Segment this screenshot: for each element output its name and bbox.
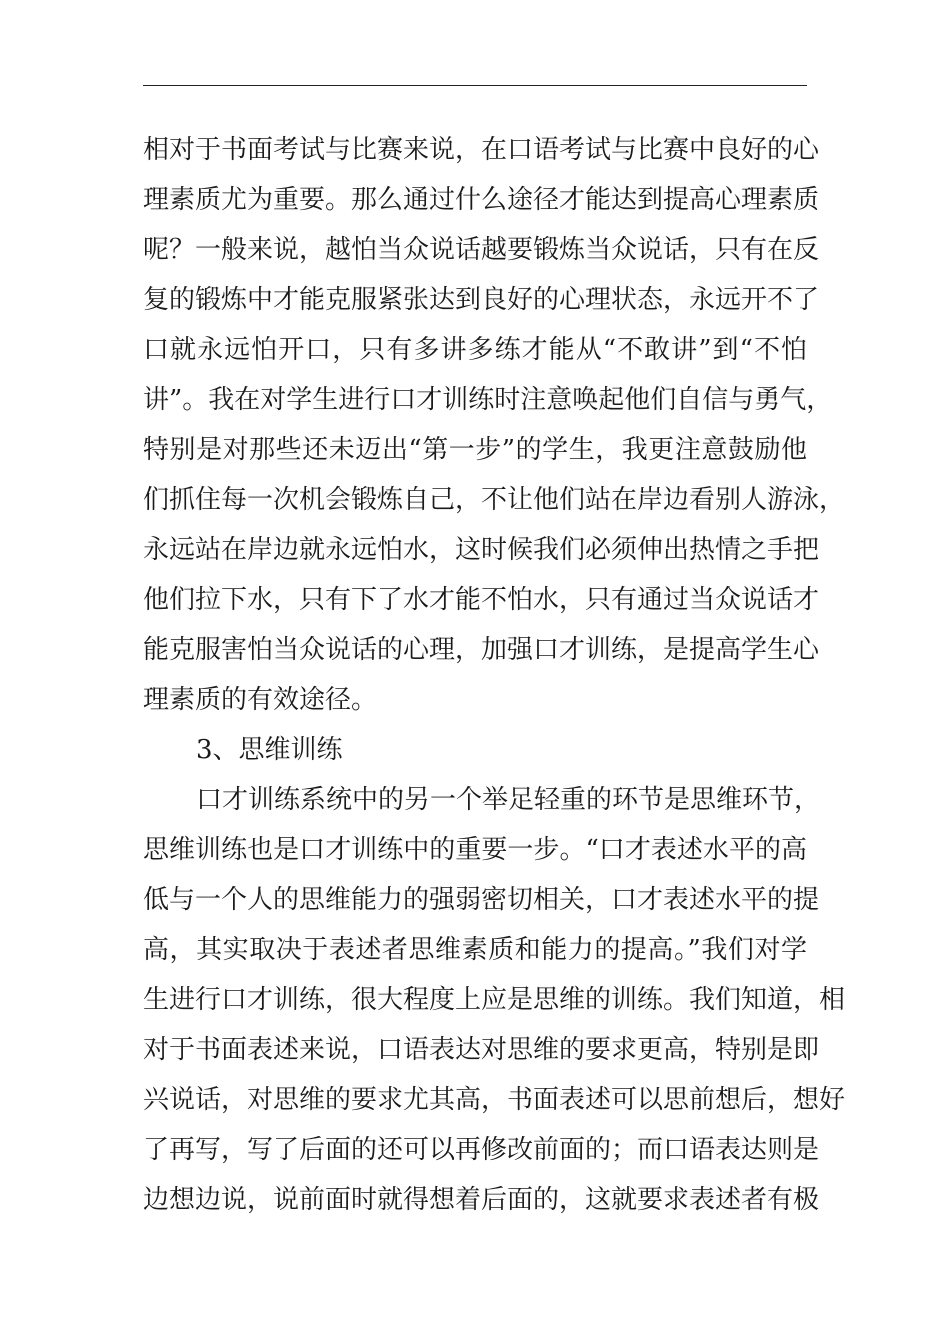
text-line: 呢？一般来说，越怕当众说话越要锻炼当众说话，只有在反 xyxy=(143,235,820,265)
text-line: 理素质的有效途径。 xyxy=(143,685,378,715)
text-line: 讲”。我在对学生进行口才训练时注意唤起他们自信与勇气， xyxy=(143,385,833,415)
text-line: 口才训练系统中的另一个举足轻重的环节是思维环节， xyxy=(196,785,821,815)
text-line: 口就永远怕开口，只有多讲多练才能从“不敢讲”到“不怕 xyxy=(143,335,807,365)
text-line: 低与一个人的思维能力的强弱密切相关，口才表述水平的提 xyxy=(143,885,820,915)
text-line: 兴说话，对思维的要求尤其高，书面表述可以思前想后，想好 xyxy=(143,1085,846,1115)
section-heading: 3、思维训练 xyxy=(196,735,343,765)
text-line: 他们拉下水，只有下了水才能不怕水，只有通过当众说话才 xyxy=(143,585,820,615)
text-line: 相对于书面考试与比赛来说，在口语考试与比赛中良好的心 xyxy=(143,135,820,165)
text-line: 边想边说，说前面时就得想着后面的，这就要求表述者有极 xyxy=(143,1185,820,1215)
text-line: 了再写，写了后面的还可以再修改前面的；而口语表达则是 xyxy=(143,1135,820,1165)
text-line: 能克服害怕当众说话的心理，加强口才训练，是提高学生心 xyxy=(143,635,820,665)
body-text xyxy=(143,125,846,1225)
text-line: 高，其实取决于表述者思维素质和能力的提高。”我们对学 xyxy=(143,935,807,965)
text-line: 们抓住每一次机会锻炼自己，不让他们站在岸边看别人游泳， xyxy=(143,485,846,515)
text-line: 特别是对那些还未迈出“第一步”的学生，我更注意鼓励他 xyxy=(143,435,807,465)
text-line: 对于书面表述来说，口语表达对思维的要求更高，特别是即 xyxy=(143,1035,820,1065)
text-line: 永远站在岸边就永远怕水，这时候我们必须伸出热情之手把 xyxy=(143,535,820,565)
text-line: 生进行口才训练，很大程度上应是思维的训练。我们知道，相 xyxy=(143,985,846,1015)
text-line: 理素质尤为重要。那么通过什么途径才能达到提高心理素质 xyxy=(143,185,820,215)
text-line: 复的锻炼中才能克服紧张达到良好的心理状态，永远开不了 xyxy=(143,285,820,315)
text-line: 思维训练也是口才训练中的重要一步。“口才表述水平的高 xyxy=(143,835,807,865)
header-rule xyxy=(143,85,807,86)
